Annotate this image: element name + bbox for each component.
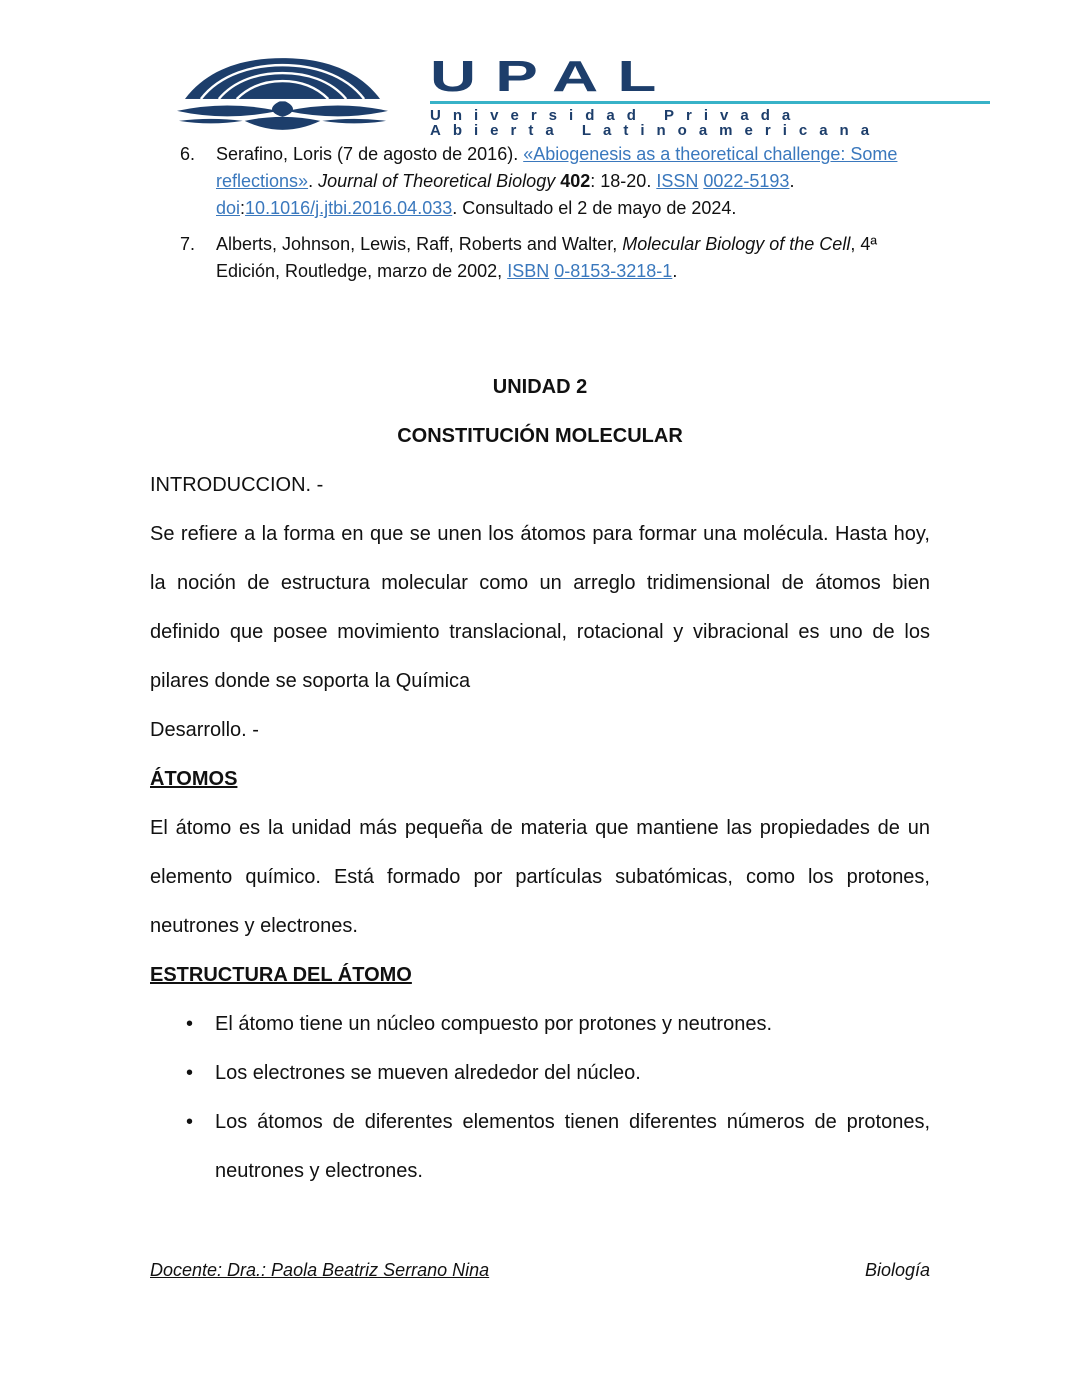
university-name-line2: Abierta Latinoamericana bbox=[430, 122, 882, 139]
reference-body bbox=[216, 231, 935, 285]
bullet-text: Los electrones se mueven alrededor del núcleo. bbox=[215, 1062, 641, 1084]
reference-link[interactable]: doi bbox=[216, 198, 241, 218]
unit-title: UNIDAD 2 bbox=[492, 376, 588, 398]
upal-logo-text bbox=[430, 52, 990, 139]
bullet-text: Los átomos de diferentes elementos tienen diferentes números de protones, neutrones y electrones. bbox=[215, 1111, 930, 1182]
reference-text: : 18-20. bbox=[590, 171, 657, 191]
upal-logo-icon bbox=[175, 55, 390, 136]
reference-link[interactable]: ISBN bbox=[507, 261, 550, 281]
structure-heading: ESTRUCTURA DEL ÁTOMO bbox=[150, 964, 412, 986]
bullet-icon: • bbox=[186, 1013, 194, 1035]
reference-link[interactable]: 10.1016/j.jtbi.2016.04.033 bbox=[245, 198, 453, 218]
reference-link[interactable]: 0-8153-3218-1 bbox=[554, 261, 673, 281]
reference-number: 7. bbox=[180, 234, 196, 254]
reference-text: Serafino, Loris (7 de agosto de 2016). bbox=[216, 144, 524, 164]
reference-text: . Consultado el 2 de mayo de 2024. bbox=[452, 198, 737, 218]
reference-text: Journal of Theoretical Biology bbox=[318, 171, 556, 191]
reference-link[interactable]: ISSN bbox=[656, 171, 699, 191]
reference-link[interactable]: 0022-5193 bbox=[703, 171, 790, 191]
introduction-heading: INTRODUCCION. - bbox=[150, 474, 324, 496]
reference-text: Molecular Biology of the Cell bbox=[622, 234, 851, 254]
reference-text: . bbox=[308, 171, 319, 191]
university-name-line1: Universidad Privada bbox=[430, 107, 803, 124]
reference-text: Alberts, Johnson, Lewis, Raff, Roberts and Walter, bbox=[216, 234, 623, 254]
upal-wordmark: UPAL bbox=[430, 52, 676, 101]
list-item bbox=[150, 1098, 930, 1196]
reference-text: , 4ª Edición, Routledge, marzo de 2002, bbox=[216, 234, 878, 281]
reference-body bbox=[216, 141, 935, 222]
reference-text: . bbox=[672, 261, 678, 281]
logo-divider bbox=[430, 101, 990, 104]
bullet-icon: • bbox=[186, 1062, 194, 1084]
bullet-text: El átomo tiene un núcleo compuesto por protones y neutrones. bbox=[215, 1013, 773, 1035]
atoms-heading: ÁTOMOS bbox=[150, 768, 238, 790]
atoms-paragraph: El átomo es la unidad más pequeña de materia que mantiene las propiedades de un elemento químico. Está formado por partículas subatómicas, como los protones, neutrones y electrones. bbox=[150, 817, 930, 937]
footer-docente: Docente: Dra.: Paola Beatriz Serrano Nina bbox=[150, 1260, 490, 1280]
reference-text: . bbox=[789, 171, 795, 191]
reference-number: 6. bbox=[180, 144, 196, 164]
reference-item bbox=[180, 141, 935, 222]
reference-text: 402 bbox=[560, 171, 591, 191]
page-header bbox=[175, 52, 990, 139]
page-footer bbox=[150, 1260, 930, 1281]
bullet-icon: • bbox=[186, 1111, 194, 1133]
development-heading: Desarrollo. - bbox=[150, 719, 259, 741]
list-item bbox=[150, 1000, 930, 1049]
list-item bbox=[150, 1049, 930, 1098]
introduction-paragraph: Se refiere a la forma en que se unen los átomos para formar una molécula. Hasta hoy, la noción de estructura molecular como un arreglo tridimensional de átomos bien definido que posee movimiento translacional, rotacional y vibracional es uno de los pilares donde se soporta la Química bbox=[150, 523, 930, 692]
references-list bbox=[180, 141, 935, 285]
reference-text: : bbox=[240, 198, 246, 218]
unit-subtitle: CONSTITUCIÓN MOLECULAR bbox=[397, 425, 683, 447]
reference-link[interactable]: «Abiogenesis as a theoretical challenge: Some reflections» bbox=[216, 144, 898, 191]
reference-item bbox=[180, 231, 935, 285]
footer-subject: Biología bbox=[864, 1260, 930, 1280]
structure-bullet-list bbox=[150, 1000, 930, 1196]
document-body bbox=[150, 363, 930, 1196]
